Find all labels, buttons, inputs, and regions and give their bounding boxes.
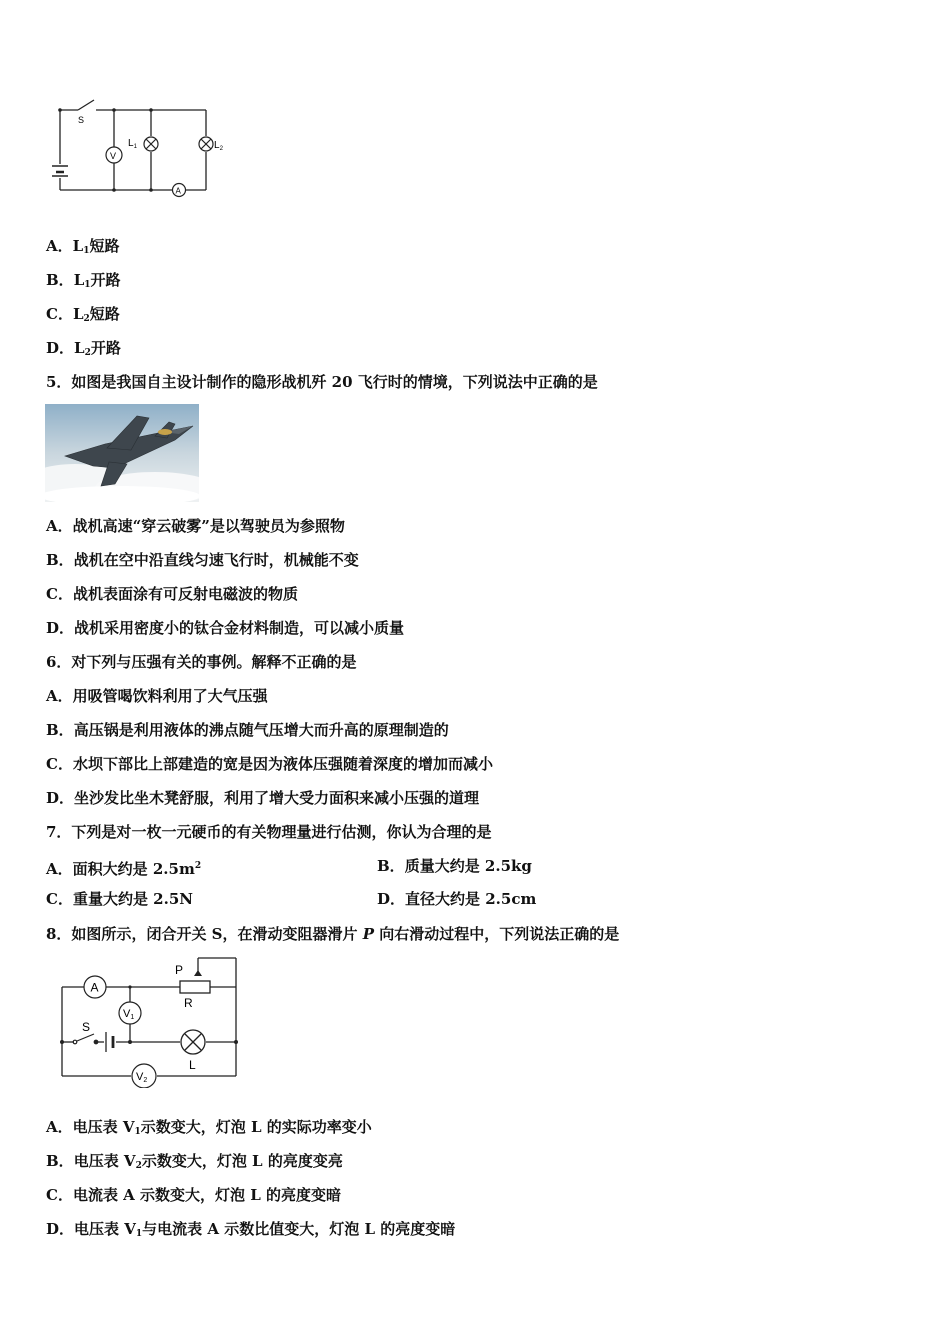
q8-rheostat-symbol xyxy=(180,970,210,993)
option-key: C． xyxy=(46,305,73,323)
q4-ammeter-label: A xyxy=(175,186,181,196)
q7-option-c: C．重量大约是 2.5N xyxy=(46,890,193,908)
option-key: C． xyxy=(46,585,73,603)
q6-option-c: C．水坝下部比上部建造的宽是因为液体压强随着深度的增加而减小 xyxy=(46,755,493,773)
q4-lamp-l2-symbol xyxy=(199,137,213,151)
option-key: D． xyxy=(377,890,406,908)
q5-option-c: C．战机表面涂有可反射电磁波的物质 xyxy=(46,585,298,603)
q8-voltmeter-v1-label: V1 xyxy=(123,1008,135,1021)
q8-switch-symbol xyxy=(73,1034,98,1044)
q5-stem: 5．如图是我国自主设计制作的隐形战机歼 20 飞行时的情境，下列说法中正确的是 xyxy=(46,373,598,391)
q7-option-d: D．直径大约是 2.5cm xyxy=(377,890,537,908)
q8-ammeter-label: A xyxy=(90,980,99,995)
option-key: A． xyxy=(46,517,73,535)
q4-ammeter-symbol xyxy=(173,184,186,197)
q8-stem: 8．如图所示，闭合开关 S，在滑动变阻器滑片 P 向右滑动过程中，下列说法正确的是 xyxy=(46,925,620,943)
q8-option-a: A．电压表 $V_1$示数变大，灯泡 L 的实际功率变小 xyxy=(46,1118,372,1137)
option-key: D． xyxy=(46,789,75,807)
q8-option-b: B．电压表 $V_2$示数变大，灯泡 L 的亮度变亮 xyxy=(46,1152,343,1171)
q8-option-d: D．电压表 $V_1$与电流表 A 示数比值变大，灯泡 L 的亮度变暗 xyxy=(46,1220,456,1239)
option-key: C． xyxy=(46,1186,73,1204)
q4-voltmeter-symbol xyxy=(106,147,122,163)
q8-rheostat-label: R xyxy=(184,996,193,1010)
option-key: D． xyxy=(46,339,75,357)
q8-voltmeter-v1-symbol xyxy=(119,1002,141,1024)
q8-lamp-label: L xyxy=(189,1058,196,1072)
option-key: B． xyxy=(46,551,74,569)
option-key: C． xyxy=(46,755,73,773)
q4-option-c: C．$L_2$短路 xyxy=(46,305,120,324)
option-key: B． xyxy=(377,857,405,875)
q8-battery-symbol xyxy=(106,1032,113,1052)
q4-option-d: D．$L_2$开路 xyxy=(46,339,121,358)
q4-lamp-l2-label: $L_2$ xyxy=(214,140,223,152)
option-key: C． xyxy=(46,890,73,908)
q5-fighter-jet-photo xyxy=(45,404,199,502)
q8-voltmeter-v2-symbol xyxy=(132,1064,156,1088)
q4-lamp-l1-symbol xyxy=(144,137,158,151)
q4-option-b: B．$L_1$开路 xyxy=(46,271,121,290)
q6-option-b: B．高压锅是利用液体的沸点随气压增大而升高的原理制造的 xyxy=(46,721,449,739)
q6-stem: 6．对下列与压强有关的事例。解释不正确的是 xyxy=(46,653,357,671)
q6-option-d: D．坐沙发比坐木凳舒服，利用了增大受力面积来减小压强的道理 xyxy=(46,789,480,807)
q8-voltmeter-v2-label: V2 xyxy=(136,1071,148,1084)
q8-option-c: C．电流表 A 示数变大，灯泡 L 的亮度变暗 xyxy=(46,1186,342,1204)
option-key: A． xyxy=(46,1118,73,1136)
q8-ammeter-symbol xyxy=(84,976,106,998)
option-key: B． xyxy=(46,721,74,739)
q4-option-a: A．$L_1$短路 xyxy=(46,237,120,256)
q4-circuit-diagram xyxy=(44,96,234,202)
option-key: B． xyxy=(46,1152,74,1170)
q5-option-d: D．战机采用密度小的钛合金材料制造，可以减小质量 xyxy=(46,619,405,637)
q8-lamp-symbol xyxy=(181,1030,205,1054)
q4-lamp-l1-label: $L_1$ xyxy=(128,138,137,150)
q4-switch-label: S xyxy=(78,115,85,125)
option-key: D． xyxy=(46,1220,75,1238)
option-key: A． xyxy=(46,687,73,705)
q7-option-b: B．质量大约是 2.5kg xyxy=(377,857,532,875)
q4-battery-symbol xyxy=(52,166,68,176)
q4-voltmeter-label: V xyxy=(110,151,117,161)
option-key: D． xyxy=(46,619,75,637)
option-key: A． xyxy=(46,860,73,878)
q5-option-a: A．战机高速“穿云破雾”是以驾驶员为参照物 xyxy=(46,517,345,535)
q8-circuit-diagram xyxy=(56,954,242,1088)
option-key: A． xyxy=(46,237,73,255)
option-key: B． xyxy=(46,271,74,289)
q8-slider-label: P xyxy=(175,963,184,977)
q7-option-a: A．面积大约是 $2.5m^2$ xyxy=(46,860,202,878)
q6-option-a: A．用吸管喝饮料利用了大气压强 xyxy=(46,687,268,705)
q8-switch-label: S xyxy=(82,1020,91,1034)
q7-stem: 7．下列是对一枚一元硬币的有关物理量进行估测，你认为合理的是 xyxy=(46,823,492,841)
q5-option-b: B．战机在空中沿直线匀速飞行时，机械能不变 xyxy=(46,551,359,569)
